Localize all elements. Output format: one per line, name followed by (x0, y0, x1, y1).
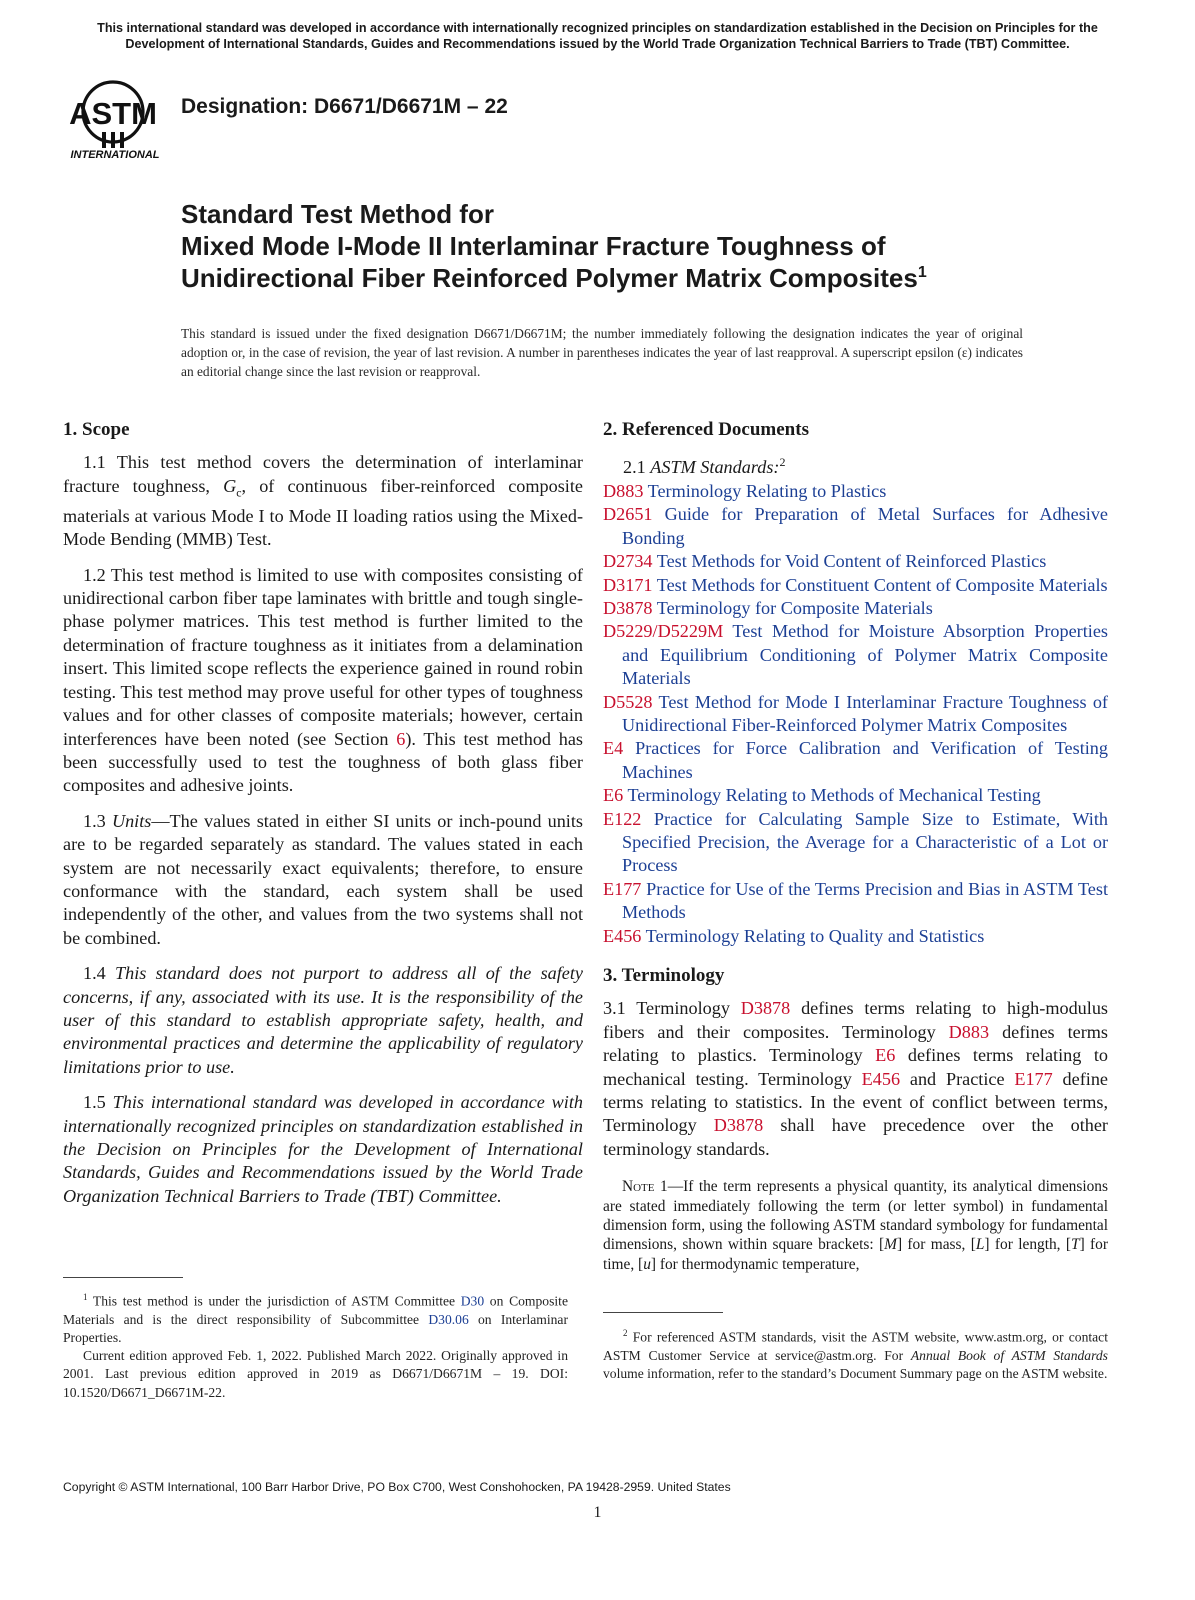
designation: Designation: D6671/D6671M – 22 (181, 95, 508, 118)
reference-code[interactable]: E177 (603, 878, 642, 899)
reference-title[interactable]: Test Method for Mode I Interlaminar Fracture Toughness of Unidirectional Fiber-Reinforced Polymer Matrix Composites (622, 691, 1108, 735)
reference-item[interactable] (603, 550, 1108, 573)
reference-item[interactable] (603, 784, 1108, 807)
reference-code[interactable]: E122 (603, 808, 642, 829)
reference-list (603, 480, 1108, 948)
note-1: Note 1—If the term represents a physical quantity, its analytical dimensions are stated immediately following the term (or letter symbol) in fundamental dimension form, using the following ASTM standard symbology for fundamental dimensions, shown within square brackets: [M] for mass, [L] for length, [T] for time, [u] for thermodynamic temperature, (603, 1178, 1109, 1273)
footnote-1: $^1$ This test method is under the jurisdiction of ASTM Committee D30 on Composite Materials and is the direct responsibility of Subcommittee D30.06 on Interlaminar Properties. Current edition approved Feb. 1, 2022. Published March 2022. Originally approved in 2001. Last previous edition approved in 2019 as D6671/D6671M – 19. DOI: 10.1520/D6671_D6671M-22. (63, 1292, 568, 1400)
reference-item[interactable] (603, 878, 1108, 925)
reference-item[interactable] (603, 808, 1108, 878)
reference-code[interactable]: D3878 (603, 597, 653, 618)
reference-title[interactable]: Terminology Relating to Plastics (647, 480, 887, 501)
e456-link[interactable]: E456 (861, 1068, 901, 1089)
terminology-paragraph-3-1: 3.1 Terminology D3878 defines terms relating to high-modulus fibers and their composites. Terminology D883 defines terms relating to plastics. Terminology E6 defines terms relating to mechanical testing. Terminology E456 and Practice E177 define terms relating to statistics. In the event of conflict between terms, Terminology D3878 shall have precedence over the other terminology standards. (603, 998, 1108, 1159)
d3878-link[interactable]: D3878 (713, 1115, 764, 1136)
reference-item[interactable] (603, 503, 1108, 550)
right-column (603, 418, 1108, 1274)
reference-title[interactable]: Terminology for Composite Materials (656, 597, 933, 618)
reference-item[interactable] (603, 480, 1108, 503)
footnote-rule-right (603, 1312, 723, 1313)
reference-title[interactable]: Practice for Use of the Terms Precision and Bias in ASTM Test Methods (622, 878, 1108, 923)
title-line-1: Standard Test Method for (181, 199, 494, 229)
reference-code[interactable]: D2734 (603, 551, 653, 572)
reference-title[interactable]: Practices for Force Calibration and Verification of Testing Machines (622, 738, 1108, 782)
reference-title[interactable]: Test Method for Moisture Absorption Properties and Equilibrium Conditioning of Polymer Matrix Composite Materials (622, 621, 1108, 689)
reference-code[interactable]: D2651 (603, 504, 653, 525)
d883-link[interactable]: D883 (948, 1021, 990, 1042)
top-notice: This international standard was developed in accordance with internationally recognized principles on standardization established in the Decision on Principles for the Development of International Standards, Guides and Recommendations issued by the World Trade Organization Technical Barriers to Trade (TBT) Committee. (97, 21, 1098, 51)
subcommittee-d30-06-link[interactable]: D30.06 (428, 1311, 469, 1327)
reference-item[interactable] (603, 737, 1108, 784)
reference-code[interactable]: D5528 (603, 691, 653, 712)
page-number: 1 (593, 1504, 602, 1521)
reference-title[interactable]: Guide for Preparation of Metal Surfaces for Adhesive Bonding (622, 504, 1109, 548)
d3878-link[interactable]: D3878 (740, 998, 791, 1019)
reference-item[interactable] (603, 925, 1108, 948)
issue-note: This standard is issued under the fixed designation D6671/D6671M; the number immediately following the designation indicates the year of original adoption or, in the case of revision, the year of last revision. A number in parentheses indicates the year of last reapproval. A superscript epsilon (ε) indicates an editorial change since the last revision or reapproval. (181, 326, 1023, 379)
left-column (63, 418, 583, 1220)
section-6-link[interactable]: 6 (396, 728, 406, 749)
committee-d30-link[interactable]: D30 (460, 1293, 485, 1309)
reference-title[interactable]: Terminology Relating to Quality and Statistics (645, 925, 985, 946)
scope-paragraph-1-5: 1.5 This international standard was developed in accordance with internationally recognized principles on standardization established in the Decision on Principles for the Development of International Standards, Guides and Recommendations issued by the World Trade Organization Technical Barriers to Trade (TBT) Committee. (63, 1092, 584, 1206)
e177-link[interactable]: E177 (1014, 1068, 1053, 1089)
reference-code[interactable]: D883 (603, 480, 644, 501)
astm-logo-icon (64, 72, 166, 164)
reference-title[interactable]: Test Methods for Constituent Content of Composite Materials (656, 574, 1108, 595)
logo-wordmark: ASTM (69, 96, 157, 131)
copyright-line: Copyright © ASTM International, 100 Barr Harbor Drive, PO Box C700, West Conshohocken, PA 19428-2959. United States (63, 1480, 731, 1494)
scope-paragraph-1-2: 1.2 This test method is limited to use with composites consisting of unidirectional carbon fiber tape laminates with brittle and tough single-phase polymer matrices. This test method is further limited to the determination of fracture toughness as it initiates from a delamination insert. This limited scope reflects the experience gained in round robin testing. This test method may prove useful for other types of toughness values and for other classes of composite materials; however, certain interferences have been noted (see Section 6). This test method has been successfully used to test the toughness of both glass fiber composites and adhesive joints. (63, 564, 583, 796)
reference-title[interactable]: Terminology Relating to Methods of Mechanical Testing (627, 785, 1041, 806)
reference-title[interactable]: Practice for Calculating Sample Size to Estimate, With Specified Precision, the Average for a Characteristic of a Lot or Process (622, 808, 1109, 876)
logo-label: INTERNATIONAL (70, 149, 160, 161)
astm-standards-subheading: 2.1 ASTM Standards:$^2$ (623, 455, 786, 478)
astm-logo (64, 72, 166, 164)
scope-paragraph-1-1: 1.1 This test method covers the determination of interlaminar fracture toughness, $G_c$, of continuous fiber-reinforced composite materials at various Mode I to Mode II loading ratios using the Mixed-Mode Bending (MMB) Test. (63, 452, 583, 550)
reference-item[interactable] (603, 597, 1108, 620)
title-footnote-mark[interactable]: 1 (917, 264, 927, 281)
scope-paragraph-1-3: 1.3 Units—The values stated in either SI units or inch-pound units are to be regarded separately as standard. The values stated in each system are not necessarily exact equivalents; therefore, to ensure conformance with the standard, each system shall be used independently of the other, and values from the two systems shall not be combined. (63, 810, 583, 948)
scope-paragraph-1-4: 1.4 This standard does not purport to address all of the safety concerns, if any, associated with its use. It is the responsibility of the user of this standard to establish appropriate safety, health, and environmental practices and determine the applicability of regulatory limitations prior to use. (63, 963, 583, 1077)
reference-item[interactable] (603, 574, 1108, 597)
reference-code[interactable]: E456 (603, 925, 642, 946)
terminology-heading: 3. Terminology (603, 965, 725, 986)
scope-heading: 1. Scope (63, 419, 130, 440)
reference-code[interactable]: D5229/D5229M (603, 621, 724, 642)
reference-title[interactable]: Test Methods for Void Content of Reinforced Plastics (656, 551, 1047, 572)
reference-code[interactable]: D3171 (603, 574, 653, 595)
title-line-3: Unidirectional Fiber Reinforced Polymer Matrix Composites$^1$ (181, 263, 927, 293)
e6-link[interactable]: E6 (875, 1045, 896, 1066)
document-title (181, 198, 1081, 294)
reference-code[interactable]: E6 (603, 785, 624, 806)
reference-code[interactable]: E4 (603, 738, 624, 759)
footnote-2: $^2$ For referenced ASTM standards, visit the ASTM website, www.astm.org, or contact ASTM Customer Service at service@astm.org. For Annual Book of ASTM Standards volume information, refer to the standard’s Document Summary page on the ASTM website. (603, 1328, 1108, 1381)
referenced-documents-heading: 2. Referenced Documents (603, 419, 809, 440)
reference-item[interactable] (603, 691, 1108, 738)
reference-item[interactable] (603, 620, 1108, 690)
title-line-2: Mixed Mode I-Mode II Interlaminar Fracture Toughness of (181, 231, 886, 261)
footnote-rule-left (63, 1277, 183, 1278)
